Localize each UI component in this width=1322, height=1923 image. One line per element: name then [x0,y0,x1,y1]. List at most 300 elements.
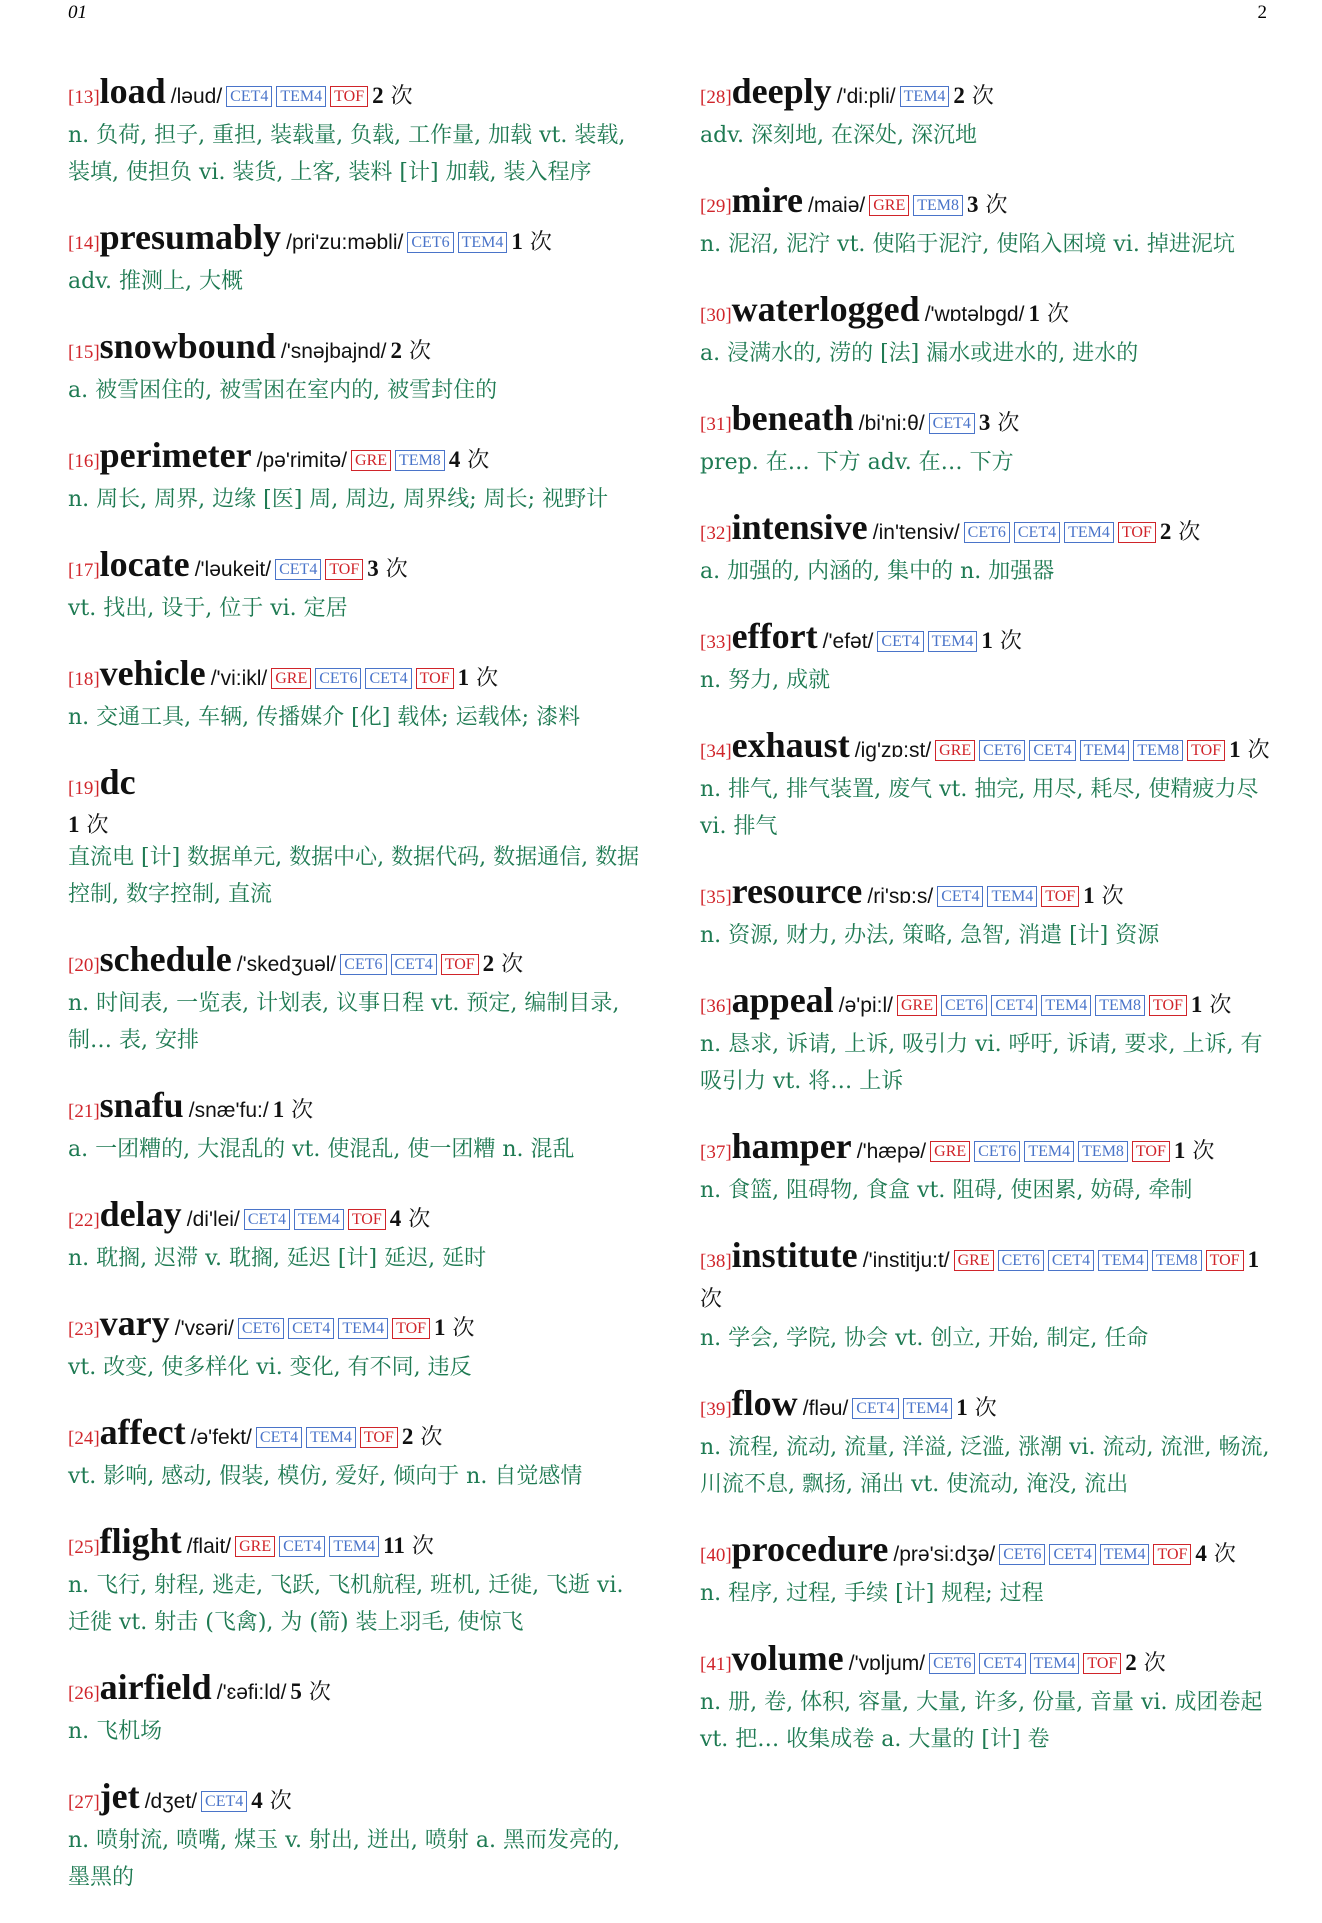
frequency-number: 1 [434,1315,446,1340]
headword: vehicle [99,653,206,693]
entry-header [700,1127,1270,1172]
frequency-number: 3 [978,410,991,435]
vocab-entry [700,1236,1270,1357]
exam-tag-tem8: TEM8 [1078,1141,1128,1162]
exam-tag-cet6: CET6 [238,1318,284,1339]
headword: locate [99,544,190,584]
definition: n. 程序, 过程, 手续 [计] 规程; 过程 [700,1581,1044,1606]
frequency-number: 1 [956,1395,968,1420]
exam-tag-tem4: TEM4 [928,631,978,652]
entry-index: [19] [68,778,100,799]
definition: a. 加强的, 内涵的, 集中的 n. 加强器 [700,559,1055,584]
phonetic: /bi'ni:θ/ [858,412,925,435]
exam-tag-cet4: CET4 [877,631,923,652]
frequency-count [956,1396,997,1421]
definition: n. 流程, 流动, 流量, 洋溢, 泛滥, 涨潮 vi. 流动, 流泄, 畅流, 川流不息, 飘扬, 涌出 vt. 使流动, 淹没, 流出 [700,1435,1270,1497]
frequency-unit: 次 [700,1287,723,1312]
definition: vt. 找出, 设于, 位于 vi. 定居 [68,596,348,621]
frequency-count [1125,1651,1166,1676]
headword: resource [731,871,863,911]
exam-tag-cet4: CET4 [201,1791,247,1812]
frequency-count [372,84,413,109]
definition: n. 资源, 财力, 办法, 策略, 急智, 消遣 [计] 资源 [700,923,1160,948]
headword: dc [99,762,136,802]
entry-header [68,1304,648,1349]
vocab-entry [700,508,1270,590]
phonetic: /'snəjbajnd/ [280,340,387,363]
exam-tag-tof: TOF [441,954,479,975]
entry-index: [35] [700,887,732,908]
headword: affect [99,1412,186,1452]
entry-index: [38] [700,1251,732,1272]
exam-tag-tem4: TEM4 [987,886,1037,907]
entry-header [700,72,1270,117]
definition: n. 学会, 学院, 协会 vt. 创立, 开始, 制定, 任命 [700,1326,1149,1351]
frequency-unit: 次 [1136,1651,1166,1676]
entry-header [68,1413,648,1458]
frequency-unit: 次 [1039,302,1069,327]
vocab-entry [700,72,1270,154]
vocab-entry [700,872,1270,954]
frequency-number: 2 [1125,1650,1137,1675]
definition: n. 负荷, 担子, 重担, 装载量, 负载, 工作量, 加载 vt. 装载, 装填, 使担负 vi. 装货, 上客, 装料 [计] 加载, 装入程序 [68,123,626,185]
phonetic: /ə'pi:l/ [838,994,893,1017]
exam-tag-tem4: TEM4 [1098,1250,1148,1271]
definition: n. 食篮, 阻碍物, 食盒 vt. 阻碍, 使困累, 妨碍, 牵制 [700,1178,1193,1203]
entry-index: [16] [68,451,100,472]
frequency-number: 3 [367,556,379,581]
entry-index: [26] [68,1683,100,1704]
exam-tag-cet6: CET6 [407,232,453,253]
frequency-number: 1 [1247,1247,1260,1272]
entry-index: [18] [68,669,100,690]
exam-tag-tem4: TEM4 [294,1209,344,1230]
frequency-number: 1 [1173,1138,1186,1163]
entry-header [700,181,1270,226]
headword: beneath [731,398,854,438]
definition: prep. 在… 下方 adv. 在… 下方 [700,450,1014,475]
headword: mire [731,180,803,220]
frequency-unit: 次 [967,1396,997,1421]
entry-index: [37] [700,1142,732,1163]
exam-tag-tof: TOF [1149,995,1187,1016]
entry-index: [17] [68,560,100,581]
frequency-count [1028,302,1069,327]
entry-header [700,290,1270,335]
vocab-entry [68,654,648,736]
entry-index: [40] [700,1545,732,1566]
vocab-entry [700,399,1270,481]
frequency-number: 1 [511,229,523,254]
phonetic: /pri'zu:məbli/ [286,231,404,254]
frequency-count [1083,884,1124,909]
entry-index: [21] [68,1101,100,1122]
frequency-unit: 次 [1171,520,1201,545]
entry-header [700,726,1270,771]
exam-tag-cet4: CET4 [391,954,437,975]
frequency-unit: 次 [413,1425,443,1450]
exam-tag-cet6: CET6 [941,995,987,1016]
definition: n. 努力, 成就 [700,668,831,693]
frequency-unit: 次 [494,952,524,977]
exam-tag-cet6: CET6 [998,1250,1044,1271]
frequency-count [449,448,490,473]
vocab-entry [68,545,648,627]
definition: n. 喷射流, 喷嘴, 煤玉 v. 射出, 迸出, 喷射 a. 黑而发亮的, 墨黑的 [68,1828,620,1890]
entry-header [68,1777,648,1822]
frequency-number: 5 [290,1679,302,1704]
vocab-entry [700,1127,1270,1209]
headword: snowbound [99,326,276,366]
frequency-count [390,339,431,364]
entry-index: [22] [68,1210,100,1231]
exam-tag-tof: TOF [360,1427,398,1448]
vocab-entry [68,1195,648,1277]
vocab-entry [68,940,648,1059]
frequency-count [1160,520,1201,545]
definition: a. 被雪困住的, 被雪困在室内的, 被雪封住的 [68,378,498,403]
entry-header [700,399,1270,444]
exam-tag-gre: GRE [930,1141,970,1162]
phonetic: /'vi:ikl/ [210,667,268,690]
exam-tag-tem4: TEM4 [1024,1141,1074,1162]
entry-header [68,1086,648,1131]
definition: n. 交通工具, 车辆, 传播媒介 [化] 载体; 运载体; 漆料 [68,705,581,730]
exam-tag-cet6: CET6 [964,522,1010,543]
entry-header [700,508,1270,553]
frequency-number: 4 [251,1788,263,1813]
entry-header [700,1236,1270,1320]
phonetic: /'efət/ [822,630,874,653]
exam-tag-tof: TOF [416,668,454,689]
entry-index: [15] [68,342,100,363]
entry-header [68,654,648,699]
frequency-number: 2 [482,951,495,976]
exam-tag-tem4: TEM4 [306,1427,356,1448]
entry-header [700,872,1270,917]
exam-tag-tem4: TEM4 [1030,1653,1080,1674]
exam-tag-tof: TOF [1153,1544,1191,1565]
headword: delay [99,1194,182,1234]
entry-header [68,940,648,985]
headword: jet [99,1776,140,1816]
frequency-unit: 次 [522,230,552,255]
phonetic: /'institju:t/ [862,1249,950,1272]
exam-tag-tem8: TEM8 [1095,995,1145,1016]
phonetic: /ləud/ [170,85,223,108]
frequency-count [1195,1542,1236,1567]
exam-tag-gre: GRE [869,195,909,216]
frequency-count [367,557,408,582]
vocab-entry [68,1304,648,1386]
phonetic: /snæ'fu:/ [188,1099,269,1122]
frequency-unit: 次 [1185,1139,1215,1164]
count-row [68,808,648,839]
frequency-number: 4 [1195,1541,1207,1566]
frequency-count [979,411,1020,436]
frequency-number: 11 [383,1533,405,1558]
phonetic: /fləu/ [802,1397,849,1420]
entry-index: [41] [700,1654,732,1675]
frequency-count [251,1789,292,1814]
frequency-unit: 次 [978,193,1008,218]
frequency-count [434,1316,475,1341]
exam-tag-tem8: TEM8 [1152,1250,1202,1271]
entry-index: [13] [68,87,100,108]
frequency-unit: 次 [1202,993,1232,1018]
vocab-entry [68,218,648,300]
frequency-number: 2 [372,83,384,108]
exam-tag-cet4: CET4 [275,559,321,580]
exam-tag-gre: GRE [271,668,311,689]
frequency-count [953,84,994,109]
headword: procedure [731,1529,889,1569]
exam-tag-cet4: CET4 [256,1427,302,1448]
entry-header [68,1668,648,1713]
exam-tag-tem4: TEM4 [338,1318,388,1339]
definition: a. 一团糟的, 大混乱的 vt. 使混乱, 使一团糟 n. 混乱 [68,1137,575,1162]
vocab-entry [700,726,1270,845]
headword: presumably [99,217,282,257]
frequency-unit: 次 [401,1207,431,1232]
exam-tag-tem4: TEM4 [903,1398,953,1419]
frequency-unit: 次 [445,1316,475,1341]
headword: deeply [731,71,832,111]
exam-tag-tof: TOF [1206,1250,1244,1271]
frequency-unit: 次 [383,84,413,109]
exam-tag-cet6: CET6 [974,1141,1020,1162]
exam-tag-tem4: TEM4 [1041,995,1091,1016]
vocab-entry [68,1777,648,1896]
vocab-entry [68,327,648,409]
definition: n. 排气, 排气装置, 废气 vt. 抽完, 用尽, 耗尽, 使精疲力尽 vi. 排气 [700,777,1259,839]
entry-index: [30] [700,305,732,326]
frequency-unit: 次 [990,411,1020,436]
vocab-entry [68,72,648,191]
exam-tag-cet4: CET4 [929,413,975,434]
frequency-count [383,1534,434,1559]
frequency-number: 1 [272,1097,285,1122]
definition: n. 恳求, 诉请, 上诉, 吸引力 vi. 呼吁, 诉请, 要求, 上诉, 有吸引力 vt. 将… 上诉 [700,1032,1263,1094]
frequency-count [68,813,109,838]
headword: vary [99,1303,170,1343]
headword: perimeter [99,435,252,475]
exam-tag-tof: TOF [1083,1653,1121,1674]
vocab-entry [68,1086,648,1168]
entry-index: [28] [700,87,732,108]
entry-index: [31] [700,414,732,435]
vocab-entry [68,763,648,913]
entry-header [68,1195,648,1240]
entry-index: [14] [68,233,100,254]
entry-header [700,1384,1270,1429]
definition: 直流电 [计] 数据单元, 数据中心, 数据代码, 数据通信, 数据控制, 数字控制, 直流 [68,845,640,907]
exam-tag-cet4: CET4 [288,1318,334,1339]
frequency-count [967,193,1008,218]
headword: airfield [99,1667,212,1707]
phonetic: /in'tensiv/ [872,521,960,544]
frequency-number: 4 [389,1206,402,1231]
phonetic: /'ləukeit/ [194,558,272,581]
entry-header [700,1639,1270,1684]
frequency-count [1191,993,1232,1018]
vocab-entry [700,981,1270,1100]
entry-index: [25] [68,1537,100,1558]
vocab-entry [68,1668,648,1750]
frequency-count [290,1680,331,1705]
frequency-count [981,629,1022,654]
phonetic: /prə'si:dʒə/ [893,1543,996,1566]
entry-index: [20] [68,955,100,976]
exam-tag-cet6: CET6 [929,1653,975,1674]
entry-index: [23] [68,1319,100,1340]
phonetic: /ig'zɒ:st/ [854,739,932,762]
exam-tag-cet6: CET6 [340,954,386,975]
entry-index: [34] [700,741,732,762]
definition: n. 飞行, 射程, 逃走, 飞跃, 飞机航程, 班机, 迁徙, 飞逝 vi. 迁徙 vt. 射击 (飞禽), 为 (箭) 装上羽毛, 使惊飞 [68,1573,624,1635]
definition: vt. 影响, 感动, 假装, 模仿, 爱好, 倾向于 n. 自觉感情 [68,1464,583,1489]
definition: n. 耽搁, 迟滞 v. 耽搁, 延迟 [计] 延迟, 延时 [68,1246,487,1271]
phonetic: /flait/ [186,1535,232,1558]
entry-index: [27] [68,1792,100,1813]
frequency-count [483,952,524,977]
entry-index: [32] [700,523,732,544]
exam-tag-cet4: CET4 [991,995,1037,1016]
entry-header [68,218,648,263]
frequency-number: 1 [1083,883,1095,908]
exam-tag-cet4: CET4 [1049,1544,1095,1565]
exam-tag-cet6: CET6 [999,1544,1045,1565]
left-column [68,72,648,1923]
headword: intensive [731,507,868,547]
frequency-unit: 次 [378,557,408,582]
frequency-unit: 次 [301,1680,331,1705]
exam-tag-cet4: CET4 [852,1398,898,1419]
entry-index: [24] [68,1428,100,1449]
exam-tag-tof: TOF [1118,522,1156,543]
vocab-entry [700,617,1270,699]
entry-index: [39] [700,1399,732,1420]
exam-tag-tof: TOF [1132,1141,1170,1162]
headword: flight [99,1521,182,1561]
exam-tag-cet4: CET4 [1014,522,1060,543]
exam-tag-cet4: CET4 [1048,1250,1094,1271]
exam-tag-tof: TOF [348,1209,386,1230]
entry-header [68,545,648,590]
phonetic: /di'lei/ [186,1208,240,1231]
exam-tag-cet4: CET4 [1029,740,1075,761]
frequency-number: 2 [953,83,965,108]
exam-tag-tof: TOF [330,86,368,107]
frequency-unit: 次 [992,629,1022,654]
headword: snafu [99,1085,184,1125]
exam-tag-cet4: CET4 [279,1536,325,1557]
frequency-count [511,230,552,255]
entry-index: [29] [700,196,732,217]
frequency-number: 1 [457,665,470,690]
exam-tag-cet4: CET4 [226,86,272,107]
frequency-unit: 次 [964,84,994,109]
frequency-unit: 次 [1240,738,1270,763]
exam-tag-cet4: CET4 [937,886,983,907]
phonetic: /'vɛəri/ [174,1317,234,1340]
exam-tag-tof: TOF [1187,740,1225,761]
phonetic: /'skedʒuəl/ [236,953,337,976]
phonetic: /'hæpə/ [856,1140,927,1163]
entry-header [68,72,648,117]
exam-tag-gre: GRE [351,450,391,471]
entry-header [700,1530,1270,1575]
frequency-unit: 次 [284,1098,314,1123]
frequency-number: 1 [1190,992,1203,1017]
frequency-number: 4 [448,447,461,472]
frequency-number: 2 [1159,519,1172,544]
entry-index: [33] [700,632,732,653]
exam-tag-gre: GRE [897,995,937,1016]
frequency-unit: 次 [460,448,490,473]
headword: flow [731,1383,798,1423]
definition: adv. 深刻地, 在深处, 深沉地 [700,123,977,148]
exam-tag-cet6: CET6 [315,668,361,689]
phonetic: /ri'sɒ:s/ [867,885,934,908]
definition: vt. 改变, 使多样化 vi. 变化, 有不同, 违反 [68,1355,472,1380]
definition: n. 泥沼, 泥泞 vt. 使陷于泥泞, 使陷入困境 vi. 掉进泥坑 [700,232,1235,257]
frequency-number: 2 [390,338,402,363]
exam-tag-tem8: TEM8 [395,450,445,471]
frequency-count [1174,1139,1215,1164]
exam-tag-tof: TOF [1041,886,1079,907]
exam-tag-tem4: TEM4 [900,86,950,107]
exam-tag-cet4: CET4 [244,1209,290,1230]
phonetic: /'wɒtəlɒgd/ [924,303,1025,326]
frequency-count [402,1425,443,1450]
headword: exhaust [731,725,850,765]
exam-tag-tem4: TEM4 [1100,1544,1150,1565]
frequency-unit: 次 [404,1534,434,1559]
phonetic: /maiə/ [808,194,866,217]
entry-header [68,1522,648,1567]
headword: effort [731,616,818,656]
frequency-unit: 次 [401,339,431,364]
vocab-entry [700,1384,1270,1503]
entry-header [68,327,648,372]
phonetic: /'di:pli/ [836,85,896,108]
entry-header [68,436,648,481]
frequency-number: 2 [401,1424,414,1449]
frequency-count [458,666,499,691]
vocab-entry [700,1639,1270,1758]
definition: n. 飞机场 [68,1719,163,1744]
vocab-entry [68,1522,648,1641]
exam-tag-tem4: TEM4 [329,1536,379,1557]
definition: n. 时间表, 一览表, 计划表, 议事日程 vt. 预定, 编制目录, 制… 表, 安排 [68,991,620,1053]
frequency-count [273,1098,314,1123]
definition: n. 周长, 周界, 边缘 [医] 周, 周边, 周界线; 周长; 视野计 [68,487,609,512]
headword: hamper [731,1126,852,1166]
headword: schedule [99,939,232,979]
phonetic: /dʒet/ [144,1790,198,1813]
frequency-unit: 次 [262,1789,292,1814]
entry-header [700,981,1270,1026]
entry-index: [36] [700,996,732,1017]
exam-tag-gre: GRE [235,1536,275,1557]
definition: adv. 推测上, 大概 [68,269,243,294]
phonetic: /'vɒljum/ [848,1652,926,1675]
entry-header [68,763,648,808]
headword: institute [731,1235,858,1275]
exam-tag-tof: TOF [392,1318,430,1339]
exam-tag-cet6: CET6 [979,740,1025,761]
